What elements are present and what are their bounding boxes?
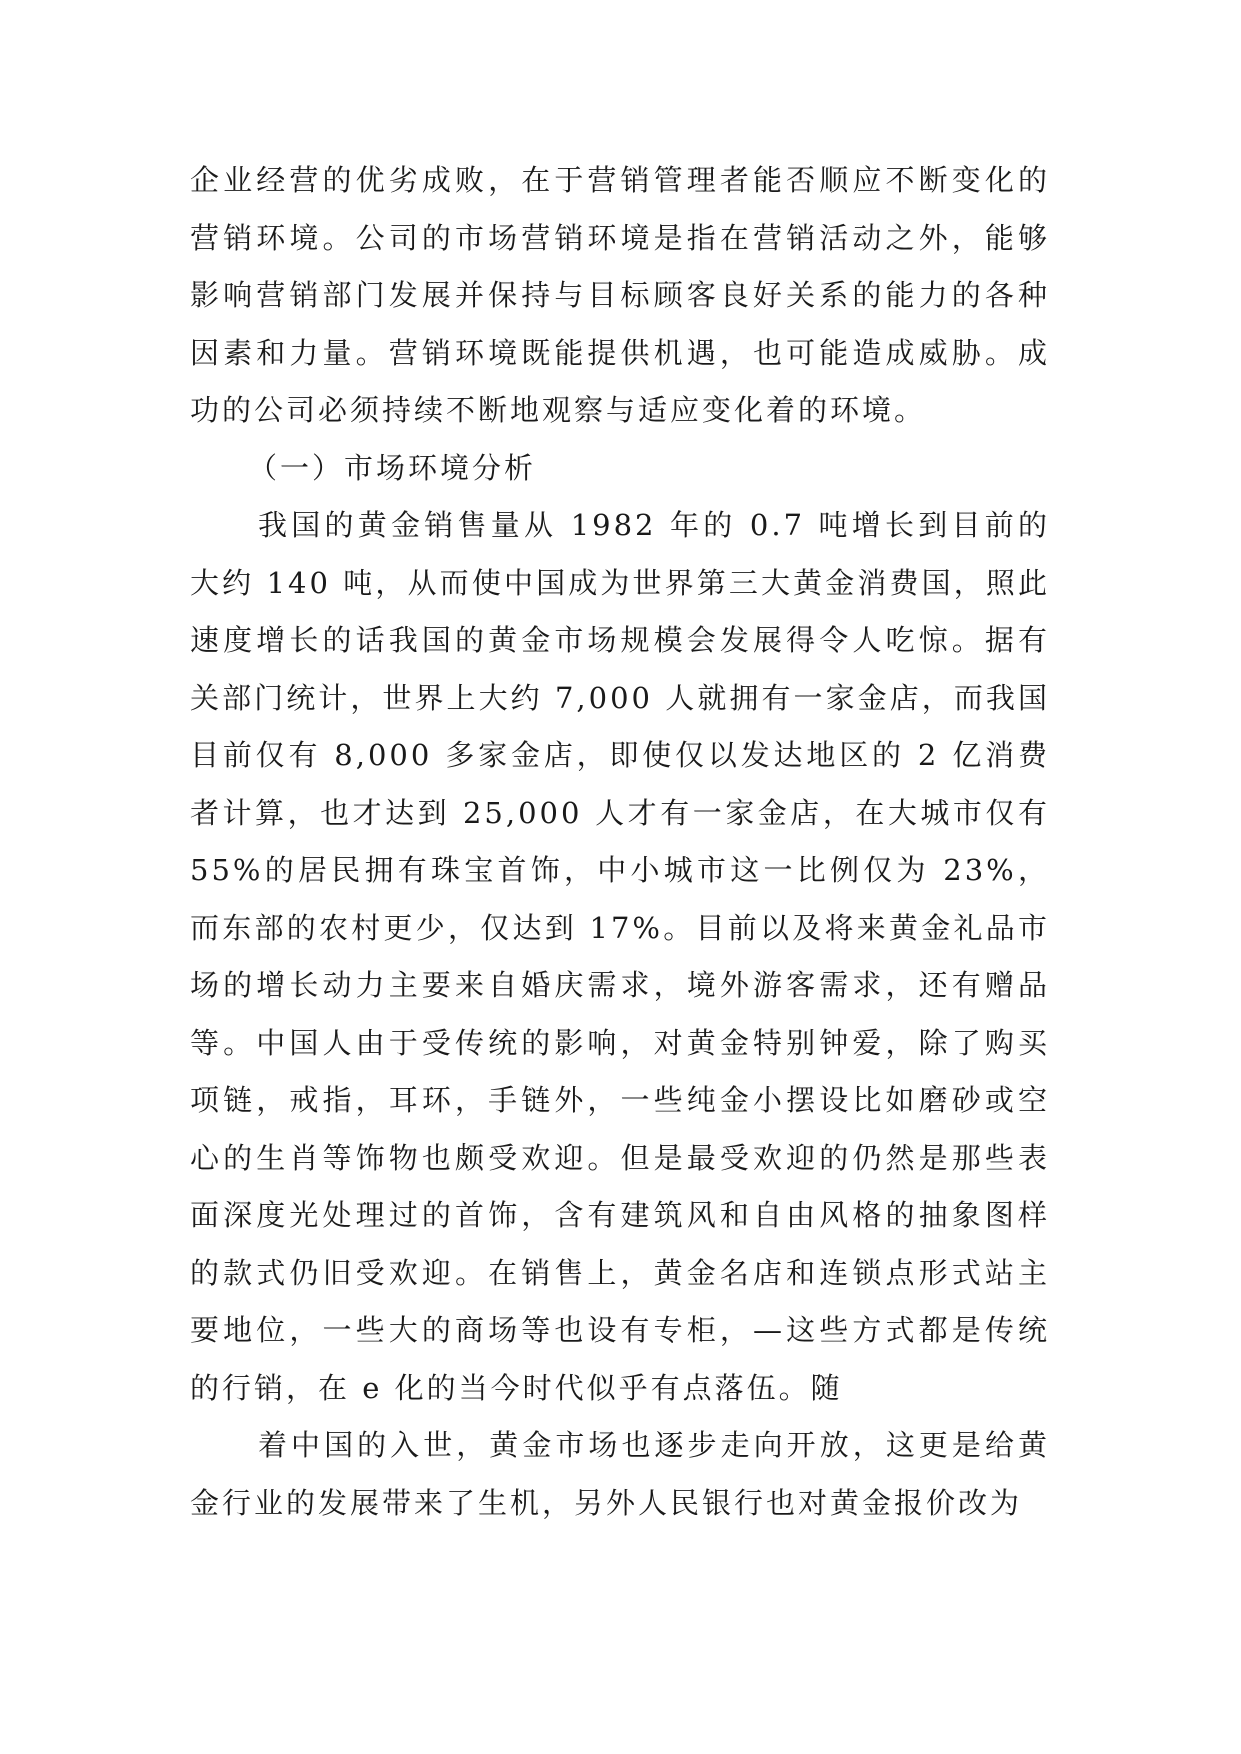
paragraph-continuation: 着中国的入世，黄金市场也逐步走向开放，这更是给黄金行业的发展带来了生机，另外人民银行也对黄金报价改为	[190, 1428, 1050, 1520]
document-page	[190, 152, 1050, 1532]
paragraph-market-analysis: 我国的黄金销售量从 1982 年的 0.7 吨增长到目前的大约 140 吨，从而使中国成为世界第三大黄金消费国，照此速度增长的话我国的黄金市场规模会发展得令人吃惊。据有关部门统计，世界上大约 7,000 人就拥有一家金店，而我国目前仅有 8,000 多家金店，即使仅以发达地区的 2 亿消费者计算，也才达到 25,000 人才有一家金店，在大城市仅有 55%的居民拥有珠宝首饰，中小城市这一比例仅为 23%，而东部的农村更少，仅达到 17%。目前以及将来黄金礼品市场的增长动力主要来自婚庆需求，境外游客需求，还有赠品等。中国人由于受传统的影响，对黄金特别钟爱，除了购买项链，戒指，耳环，手链外，一些纯金小摆设比如磨砂或空心的生肖等饰物也颇受欢迎。但是最受欢迎的仍然是那些表面深度光处理过的首饰，含有建筑风和自由风格的抽象图样的款式仍旧受欢迎。在销售上，黄金名店和连锁点形式站主要地位，一些大的商场等也设有专柜，—这些方式都是传统的行销，在 e 化的当今时代似乎有点落伍。随	[190, 508, 1050, 1405]
section-heading: （一）市场环境分析	[248, 450, 537, 485]
paragraph-intro: 企业经营的优劣成败，在于营销管理者能否顺应不断变化的营销环境。公司的市场营销环境是指在营销活动之外，能够影响营销部门发展并保持与目标顾客良好关系的能力的各种因素和力量。营销环境既能提供机遇，也可能造成威胁。成功的公司必须持续不断地观察与适应变化着的环境。	[190, 163, 1050, 427]
